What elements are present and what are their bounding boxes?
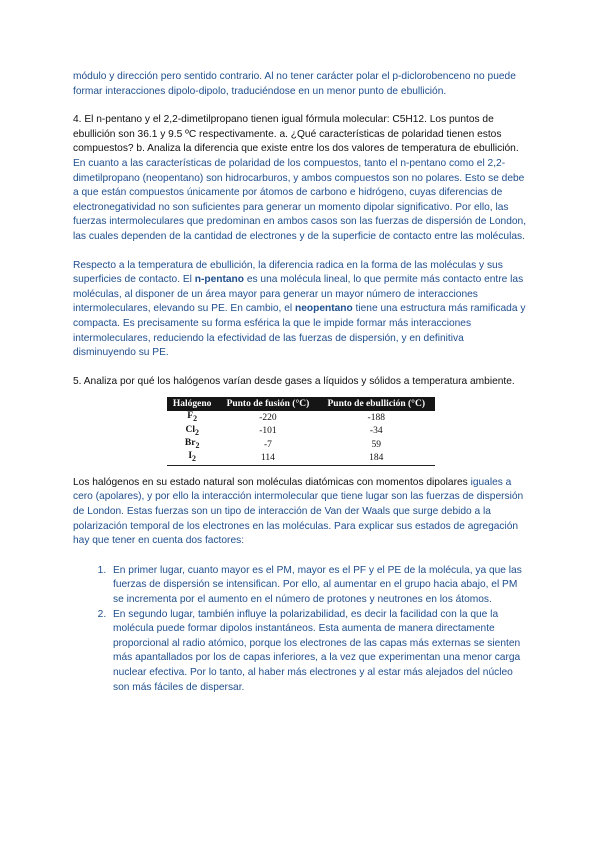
boiling-point-value: -34 bbox=[369, 426, 383, 437]
boiling-point-value: 184 bbox=[369, 452, 384, 463]
answer-5-intro bbox=[73, 476, 528, 549]
header-halogen: Halógeno bbox=[167, 397, 218, 411]
table-row bbox=[167, 438, 435, 451]
list-item: 2. En segundo lugar, también influye la polarizabilidad, es decir la facilidad con la que la molécula puede formar dipolos instantáneos. Esta aumenta de manera directamente proporcional al radio atómico, porque los electrones de las capas más externas se sienten más apantallados por los de capas inferiores, a la vez que experimentan una menor carga nuclear efectiva. Por lo tanto, al haber más electrones y al estar más alejados del núcleo son más fáciles de dispersar. bbox=[109, 608, 528, 696]
table-row bbox=[167, 451, 435, 465]
halogen-symbol: $I_2$ bbox=[188, 451, 196, 464]
question-5: 5. Analiza por qué los halógenos varían desde gases a líquidos y sólidos a temperatura ambiente. bbox=[73, 375, 515, 387]
answer-5-body: iguales a cero (apolares), y por ello la interacción intermolecular que tiene lugar son las fuerzas de dispersión de London. Estas fuerzas son un tipo de interacción de Van der Waals que surge debido a la polarización temporal de los electrones en las moléculas. Para explicar sus estados de agregación hay que tener en cuenta dos factores: bbox=[73, 476, 524, 547]
melting-point-value: 114 bbox=[260, 452, 275, 463]
boiling-point-value: 59 bbox=[371, 439, 381, 450]
answer-4a: En cuanto a las características de polaridad de los compuestos, tanto el n-pentano como el 2,2-dimetilpropano (neopentano) son hidrocarburos, y ambos compuestos son no polares. Esto se debe a que están compuestos únicamente por átomos de carbono e hidrógeno, cuyas diferencias de electronegatividad no son suficientes para generar un momento dipolar significativo. Por ello, las fuerzas intermoleculares que predominan en ambos casos son las fuerzas de dispersión de London, las cuales dependen de la cantidad de electrones y de la superficie de contacto entre las moléculas. bbox=[73, 157, 527, 242]
halogen-symbol: $Cl_2$ bbox=[185, 424, 199, 437]
melting-point-value: -101 bbox=[259, 426, 277, 437]
factors-list bbox=[73, 564, 528, 695]
boiling-point-value: -188 bbox=[367, 412, 385, 423]
neopentano-bold: neopentano bbox=[294, 303, 353, 315]
halogen-symbol: $F_2$ bbox=[187, 411, 198, 424]
question-4: 4. El n-pentano y el 2,2-dimetilpropano tienen igual fórmula molecular: C5H12. Los puntos de ebullición son 36.1 y 9.5 ºC respectivamente. a. ¿Qué características de polaridad tienen estos compuestos? b. Analiza la diferencia que existe entre los dos valores de temperatura de ebullición. bbox=[73, 114, 519, 155]
intro-continuation: módulo y dirección pero sentido contrario. Al no tener carácter polar el p-diclorobenceno no puede formar interacciones dipolo-dipolo, traduciéndose en un menor punto de ebullición. bbox=[73, 71, 516, 97]
document-page bbox=[73, 70, 528, 695]
answer-5-first-line: Los halógenos en su estado natural son moléculas diatómicas con momentos dipolares bbox=[73, 476, 468, 488]
header-boiling-point: Punto de ebullición (°C) bbox=[318, 397, 435, 411]
table-row bbox=[167, 411, 435, 424]
answer-4b-text-1: Respecto a la temperatura de ebullición, la diferencia radica en la forma de las moléculas y sus superficies de contacto. El bbox=[73, 259, 503, 286]
table-row bbox=[167, 425, 435, 438]
header-melting-point: Punto de fusión (°C) bbox=[218, 397, 318, 411]
answer-4b-text-3: tiene una estructura más ramificada y compacta. Es precisamente su forma esférica la que le impide formar más interacciones intermoleculares, reduciendo la efectividad de las fuerzas de dispersión, y en definitiva disminuyendo su PE. bbox=[73, 303, 526, 359]
n-pentano-bold: n-pentano bbox=[194, 274, 244, 286]
halogen-table bbox=[167, 397, 435, 466]
melting-point-value: -7 bbox=[263, 439, 272, 450]
list-item: 1. En primer lugar, cuanto mayor es el PM, mayor es el PF y el PE de la molécula, ya que las fuerzas de dispersión se intensifican. Por ello, al aumentar en el grupo hacia abajo, el PM se incrementa por el aumento en el número de protones y neutrones en los átomos. bbox=[109, 564, 528, 608]
table-header-row bbox=[167, 397, 435, 411]
melting-point-value: -220 bbox=[259, 412, 277, 423]
halogen-symbol: $Br_2$ bbox=[184, 438, 200, 450]
answer-4b bbox=[73, 259, 528, 361]
answer-4b-text-2: es una molécula lineal, lo que permite más contacto entre las moléculas, al disponer de un área mayor para generar un mayor número de interacciones intermoleculares, elevando su PE. En cambio, el bbox=[73, 274, 524, 315]
